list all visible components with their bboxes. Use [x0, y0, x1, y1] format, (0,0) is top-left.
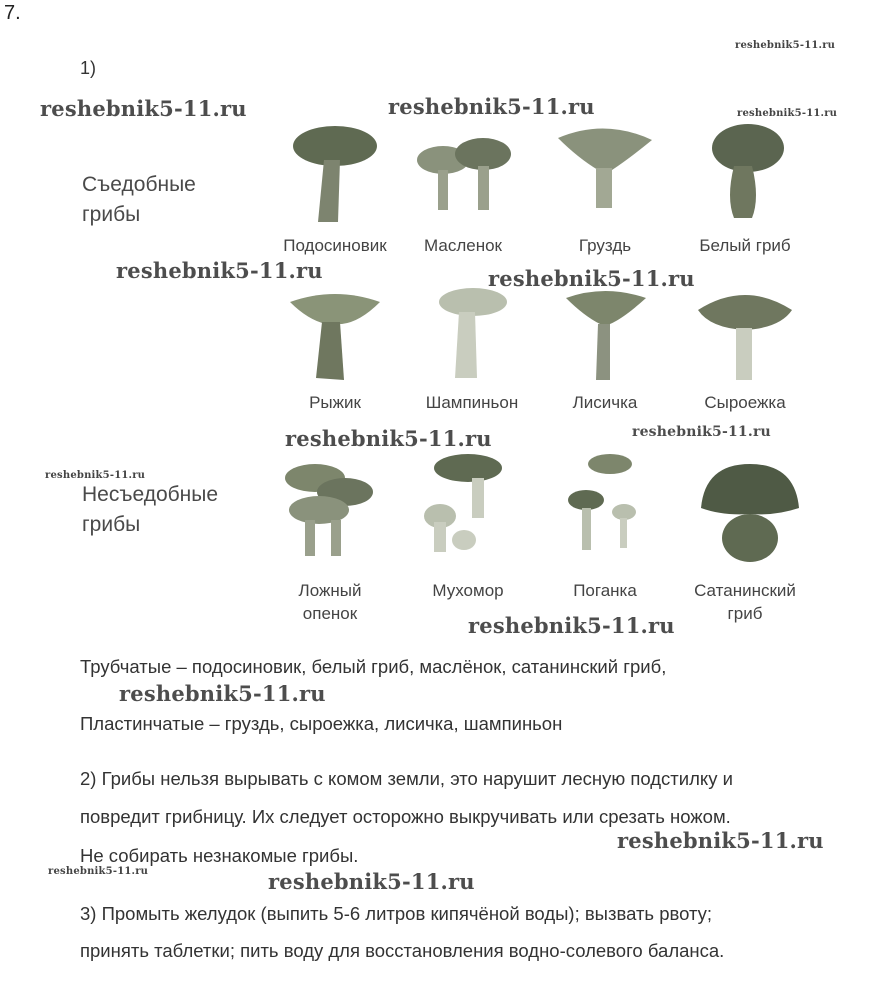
part2-line2: повредит грибницу. Их следует осторожно выкручивать или срезать ножом. — [80, 806, 731, 827]
watermark: reshebnik5-11.ru — [285, 426, 492, 451]
tubular-line: Трубчатые – подосиновик, белый гриб, маслёнок, сатанинский гриб, — [80, 656, 667, 677]
shampinon-caption: Шампиньон — [425, 393, 519, 412]
shampinon-image — [415, 278, 525, 388]
inedible-group-title: Несъедобные грибы — [82, 483, 219, 536]
watermark: reshebnik5-11.ru — [48, 866, 149, 877]
watermark: reshebnik5-11.ru — [632, 424, 771, 440]
part3-line2: принять таблетки; пить воду для восстановления водно-солевого баланса. — [80, 940, 725, 961]
watermark: reshebnik5-11.ru — [119, 681, 326, 706]
lamellar-line: Пластинчатые – груздь, сыроежка, лисичка, шампиньон — [80, 713, 563, 734]
task-number: 7. — [4, 2, 21, 24]
lozhny-openok-image — [275, 458, 385, 568]
poganka-caption: Поганка — [573, 581, 637, 600]
part3-line1: 3) Промыть желудок (выпить 5-6 литров кипячёной воды); вызвать рвоту; — [80, 903, 713, 924]
syroezhka-image — [690, 284, 800, 394]
part2-line1: 2) Грибы нельзя вырывать с комом земли, это нарушит лесную подстилку и — [80, 768, 733, 789]
ryzhik-caption: Рыжик — [309, 393, 361, 412]
edible-group-title: Съедобные грибы — [82, 173, 196, 226]
bely-caption: Белый гриб — [699, 236, 791, 255]
watermark: reshebnik5-11.ru — [617, 828, 824, 853]
mushroom-figure — [30, 88, 850, 648]
watermark: reshebnik5-11.ru — [468, 613, 675, 638]
maslenok-caption: Масленок — [424, 236, 502, 255]
watermark: reshebnik5-11.ru — [116, 258, 323, 283]
bely-image — [690, 118, 800, 228]
ryzhik-image — [280, 284, 390, 394]
watermark: reshebnik5-11.ru — [488, 266, 695, 291]
watermark: reshebnik5-11.ru — [388, 94, 595, 119]
satan-image — [695, 458, 805, 568]
maslenok-image — [408, 118, 518, 228]
gruzd-image — [550, 118, 660, 228]
mukhomor-image — [412, 450, 522, 560]
lisichka-image — [550, 284, 660, 394]
watermark: reshebnik5-11.ru — [45, 470, 146, 481]
watermark: reshebnik5-11.ru — [268, 869, 475, 894]
lozhny-openok-caption: Ложный опенок — [298, 581, 362, 623]
podosinovik-image — [280, 118, 390, 228]
part-1-label: 1) — [80, 58, 97, 78]
mukhomor-caption: Мухомор — [432, 581, 504, 600]
satan-caption: Сатанинский гриб — [694, 581, 796, 623]
lisichka-caption: Лисичка — [572, 393, 638, 412]
gruzd-caption: Груздь — [578, 236, 632, 255]
part2-line3: Не собирать незнакомые грибы. — [80, 845, 359, 866]
poganka-image — [550, 450, 660, 560]
podosinovik-caption: Подосиновик — [283, 236, 387, 255]
watermark: reshebnik5-11.ru — [40, 96, 247, 121]
watermark: reshebnik5-11.ru — [735, 40, 836, 51]
syroezhka-caption: Сыроежка — [704, 393, 786, 412]
watermark: reshebnik5-11.ru — [737, 108, 838, 119]
